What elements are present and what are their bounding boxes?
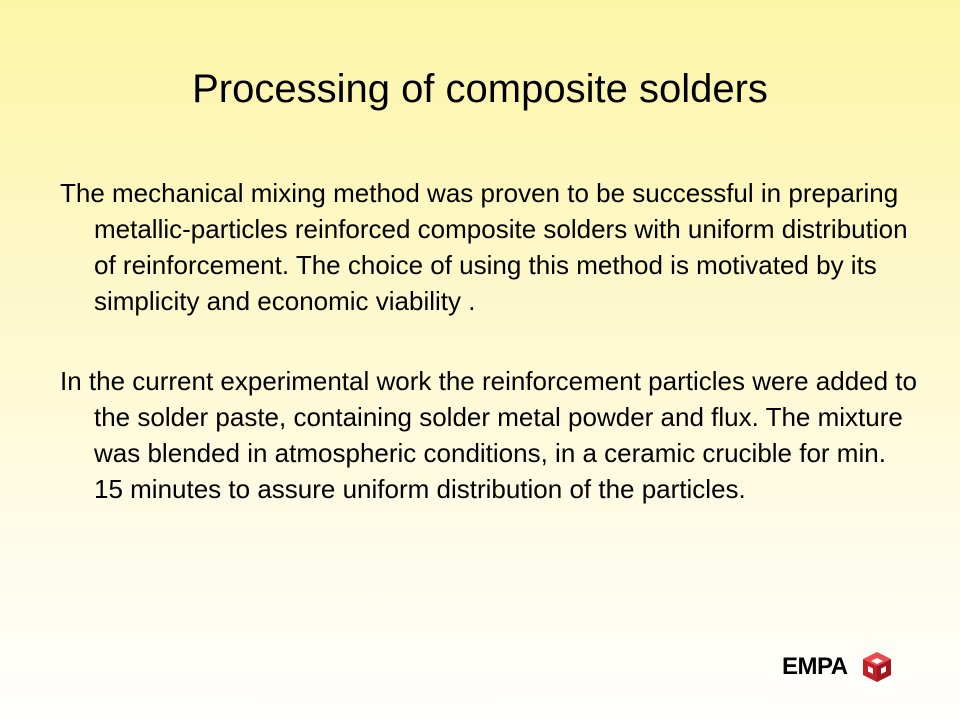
paragraph-mechanical-mixing: The mechanical mixing method was proven to be successful in preparing metallic-particles reinforced composite solders with uniform distribution of reinforcement. The choice of using this method is motivated by its simplicity and economic viability .	[60, 178, 908, 316]
empa-logo	[782, 646, 894, 688]
logo-text: EMPA	[782, 653, 848, 680]
empa-cube-icon	[860, 650, 894, 684]
slide-body	[60, 175, 920, 551]
slide-title: Processing of composite solders	[192, 67, 768, 111]
paragraph-experimental-work: In the current experimental work the reinforcement particles were added to the solder paste, containing solder metal powder and flux. The mixture was blended in atmospheric conditions, in a ceramic crucible for min. 15 minutes to assure uniform distribution of the particles.	[60, 366, 917, 504]
